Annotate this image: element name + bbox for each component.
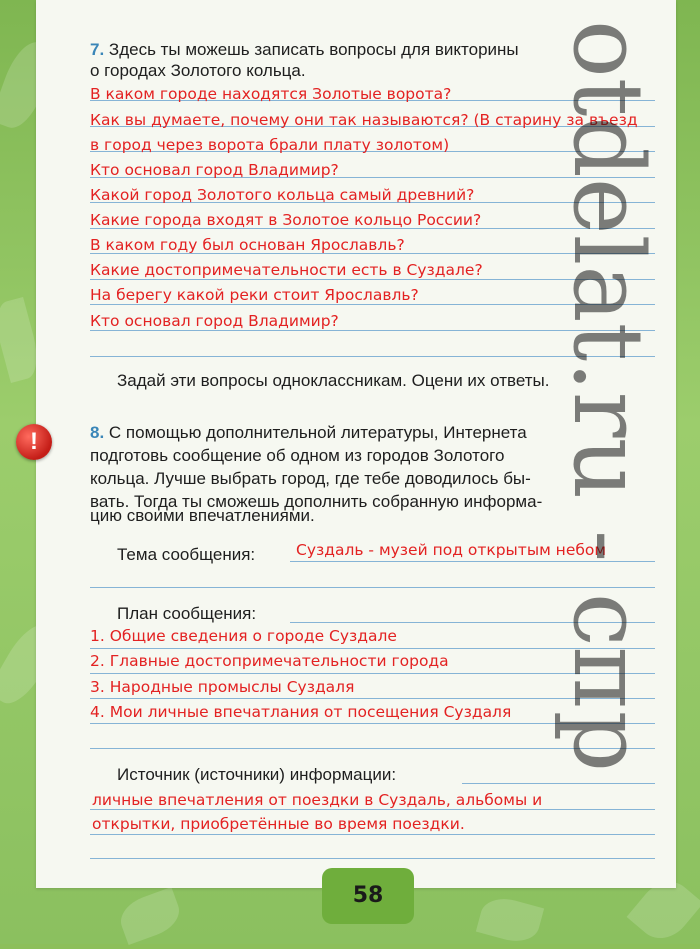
- source-answer-line2: открытки, приобретённые во время поездки.: [92, 815, 465, 833]
- watermark-text: otdelat.ru - спр: [552, 20, 664, 773]
- source-answer-line1: личные впечатления от поездки в Суздаль, альбомы и: [92, 791, 543, 809]
- topic-label: Тема сообщения:: [117, 545, 256, 564]
- task8-prompt-line2: подготовь сообщение об одном из городов Золотого: [90, 446, 505, 465]
- plan-item-2: 2. Главные достопримечательности города: [90, 652, 449, 670]
- plan-item-4: 4. Мои личные впечатлания от посещения Суздаля: [90, 703, 512, 721]
- task7-number: 7.: [90, 40, 105, 59]
- task8-header: [90, 421, 527, 445]
- answer-line: [90, 587, 655, 588]
- task7-answer-10: Кто основал город Владимир?: [90, 312, 339, 330]
- plan-item-3: 3. Народные промыслы Суздаля: [90, 678, 355, 696]
- task7-answer-5: Какой город Золотого кольца самый древний?: [90, 186, 475, 204]
- task7-prompt-line1: Здесь ты можешь записать вопросы для викторины: [108, 40, 519, 59]
- plan-item-1: 1. Общие сведения о городе Суздале: [90, 627, 397, 645]
- answer-line: [90, 723, 655, 724]
- task7-answer-1: В каком городе находятся Золотые ворота?: [90, 85, 452, 103]
- source-label: Источник (источники) информации:: [117, 765, 397, 784]
- answer-line: [90, 748, 655, 749]
- task7-answer-9: На берегу какой реки стоит Ярославль?: [90, 286, 419, 304]
- exclamation-icon: !: [16, 424, 52, 460]
- answer-line: [90, 858, 655, 859]
- answer-line: [290, 622, 655, 623]
- task7-answer-4: Кто основал город Владимир?: [90, 161, 339, 179]
- task7-answer-7: В каком году был основан Ярославль?: [90, 236, 405, 254]
- answer-line: [90, 356, 655, 357]
- answer-line: [90, 834, 655, 835]
- topic-answer: Суздаль - музей под открытым небом: [296, 541, 607, 559]
- task7-answer-8: Какие достопримечательности есть в Суздале?: [90, 261, 483, 279]
- task7-answer-3: в город через ворота брали плату золотом): [90, 136, 450, 154]
- page-number: 58: [322, 868, 414, 924]
- task7-prompt-line2: о городах Золотого кольца.: [90, 61, 306, 80]
- plan-label: План сообщения:: [117, 604, 257, 623]
- task8-prompt-line5: цию своими впечатлениями.: [90, 506, 315, 525]
- answer-line: [462, 783, 655, 784]
- task8-prompt-line1: С помощью дополнительной литературы, Интернета: [108, 423, 527, 442]
- answer-line: [290, 561, 655, 562]
- task8-prompt-line4: вать. Тогда ты сможешь дополнить собранную информа-: [90, 492, 543, 511]
- answer-line: [90, 673, 655, 674]
- task8-prompt-line3: кольца. Лучше выбрать город, где тебе доводилось бы-: [90, 469, 531, 488]
- task7-answer-2: Как вы думаете, почему они так называются? (В старину за въезд: [90, 111, 638, 129]
- answer-line: [90, 698, 655, 699]
- answer-line: [90, 648, 655, 649]
- task8-number: 8.: [90, 423, 105, 442]
- task7-answer-6: Какие города входят в Золотое кольцо России?: [90, 211, 482, 229]
- task7-closing: Задай эти вопросы одноклассникам. Оцени их ответы.: [117, 371, 550, 390]
